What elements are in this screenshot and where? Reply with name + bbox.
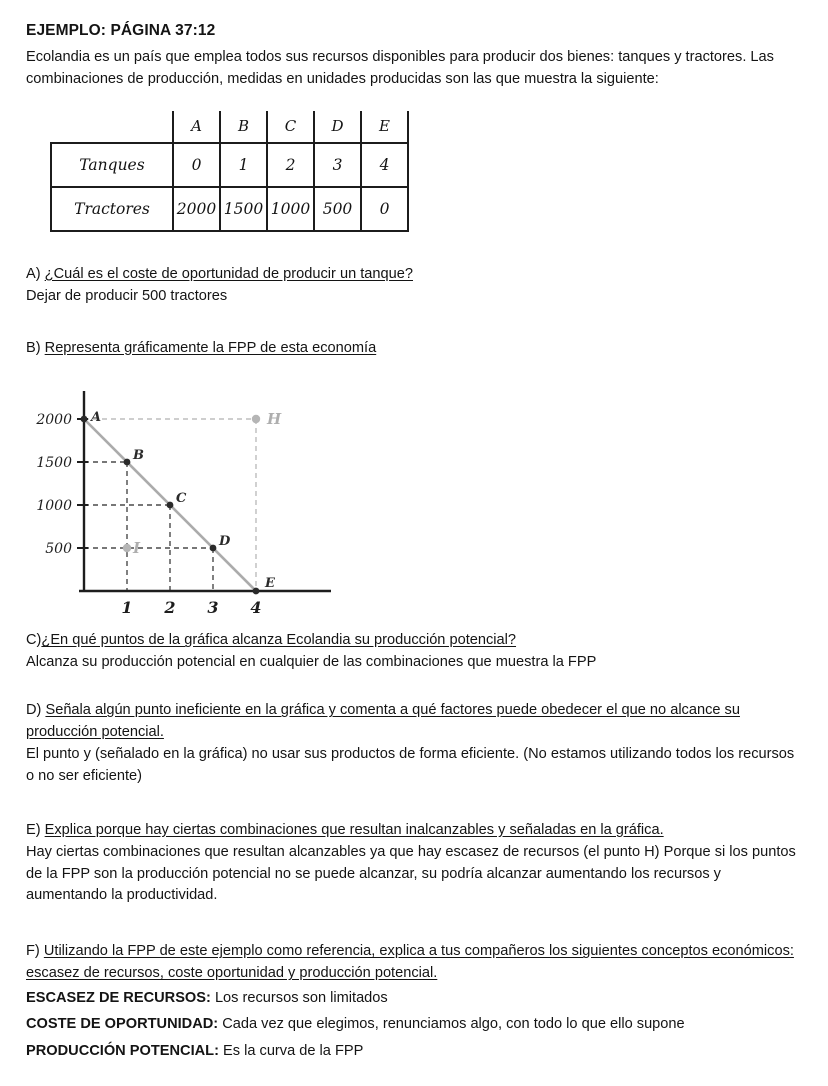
fpp-chart	[26, 363, 386, 621]
y-tick-label: 500	[45, 541, 72, 558]
question-f	[26, 941, 802, 985]
table-row-tractores	[51, 187, 408, 231]
question-c-prefix: C)	[26, 632, 42, 649]
chart-point-label-D: D	[219, 534, 231, 550]
question-f-text: Utilizando la FPP de este ejemplo como referencia, explica a tus compañeros los siguientes conceptos económicos: escasez de recursos, coste oportunidad y producción potencial.	[26, 943, 794, 982]
table-cell: 1	[220, 143, 267, 187]
chart-point-label-E: E	[265, 576, 275, 592]
question-a-text: ¿Cuál es el coste de oportunidad de producir un tanque?	[44, 265, 413, 282]
definition-escasez-text: Los recursos son limitados	[210, 990, 388, 1007]
x-tick-label: 1	[121, 598, 133, 618]
question-b	[26, 338, 802, 360]
table-row-tanques	[51, 143, 408, 187]
question-f-block	[26, 941, 802, 1064]
answer-d: El punto y (señalado en la gráfica) no usar sus productos de forma eficiente. (No estamos utilizando todos los recursos o no ser eficiente)	[26, 746, 795, 784]
table-corner	[51, 111, 173, 143]
question-b-prefix: B)	[26, 339, 45, 356]
chart-point-E	[253, 588, 260, 595]
fpp-chart-container	[26, 363, 802, 626]
question-e-block	[26, 820, 802, 908]
question-e	[26, 820, 802, 842]
chart-point-A	[81, 416, 88, 423]
chart-point-label-C: C	[176, 491, 187, 507]
chart-point-label-A: A	[91, 410, 102, 426]
chart-point-label-B: B	[133, 448, 144, 464]
y-tick-label: 2000	[36, 412, 72, 429]
chart-point-C	[167, 502, 174, 509]
answer-c: Alcanza su producción potencial en cualquier de las combinaciones que muestra la FPP	[26, 654, 597, 671]
question-d-text: Señala algún punto ineficiente en la gráfica y comenta a qué factores puede obedecer el que no alcance su producción potencial.	[26, 702, 740, 741]
question-d-block	[26, 700, 802, 788]
question-a-prefix: A)	[26, 265, 45, 282]
x-tick-label: 2	[164, 598, 176, 618]
table-cell: 3	[314, 143, 361, 187]
table-cell: 500	[314, 187, 361, 231]
definition-coste-term: COSTE DE OPORTUNIDAD:	[26, 1016, 219, 1033]
question-e-text: Explica porque hay ciertas combinaciones que resultan inalcanzables y señaladas en la gráfica.	[44, 821, 664, 838]
x-tick-label: 3	[207, 598, 219, 618]
table-cell: 1000	[267, 187, 314, 231]
question-f-prefix: F)	[26, 943, 44, 960]
answer-e: Hay ciertas combinaciones que resultan alcanzables ya que hay escasez de recursos (el punto H) Porque si los puntos de la FPP son la producción potencial no se puede alcanzar, su podría alcanzar aumentando los recursos y aumentando la productividad.	[26, 843, 796, 904]
question-b-block	[26, 338, 802, 360]
table-col-header-c: C	[267, 111, 314, 143]
table-cell: 2000	[173, 187, 220, 231]
table-cell: 2	[267, 143, 314, 187]
chart-point-label-I: I	[133, 539, 141, 558]
table-cell: 1500	[220, 187, 267, 231]
table-col-header-a: A	[173, 111, 220, 143]
table-cell: 0	[173, 143, 220, 187]
question-e-prefix: E)	[26, 821, 45, 838]
question-d	[26, 700, 802, 744]
question-c	[26, 630, 802, 652]
definition-escasez	[26, 985, 802, 1011]
definition-coste	[26, 1011, 802, 1037]
table-col-header-d: D	[314, 111, 361, 143]
question-a	[26, 264, 802, 286]
table-cell: 0	[361, 187, 408, 231]
chart-point-I	[123, 544, 131, 552]
chart-point-D	[210, 545, 217, 552]
table-col-header-b: B	[220, 111, 267, 143]
definition-produccion-text: Es la curva de la FPP	[218, 1042, 364, 1059]
answer-a: Dejar de producir 500 tractores	[26, 287, 228, 304]
table-row-label: Tanques	[51, 143, 173, 187]
definition-escasez-term: ESCASEZ DE RECURSOS:	[26, 990, 211, 1007]
definition-coste-text: Cada vez que elegimos, renunciamos algo, con todo lo que ello supone	[218, 1016, 685, 1033]
y-tick-label: 1000	[36, 498, 72, 515]
question-d-prefix: D)	[26, 702, 46, 719]
question-a-block	[26, 264, 802, 308]
x-tick-label: 4	[250, 598, 262, 618]
question-c-block	[26, 630, 802, 674]
table-header-row	[51, 111, 408, 143]
question-c-text: ¿En qué puntos de la gráfica alcanza Ecolandia su producción potencial?	[41, 632, 517, 649]
table-row-label: Tractores	[51, 187, 173, 231]
definition-produccion	[26, 1038, 802, 1064]
table-cell: 4	[361, 143, 408, 187]
definition-produccion-term: PRODUCCIÓN POTENCIAL:	[26, 1042, 219, 1059]
chart-point-H	[252, 415, 260, 423]
intro-paragraph: Ecolandia es un país que emplea todos sus recursos disponibles para producir dos bienes: tanques y tractores. Las combinaciones de producción, medidas en unidades producidas son las que muestra la siguiente:	[26, 49, 774, 87]
production-table	[50, 111, 409, 232]
page-title: EJEMPLO: PÁGINA 37:12	[26, 22, 216, 39]
table-col-header-e: E	[361, 111, 408, 143]
chart-point-B	[124, 459, 131, 466]
y-tick-label: 1500	[36, 455, 72, 472]
question-b-text: Representa gráficamente la FPP de esta economía	[44, 339, 377, 356]
chart-point-label-H: H	[267, 410, 282, 429]
